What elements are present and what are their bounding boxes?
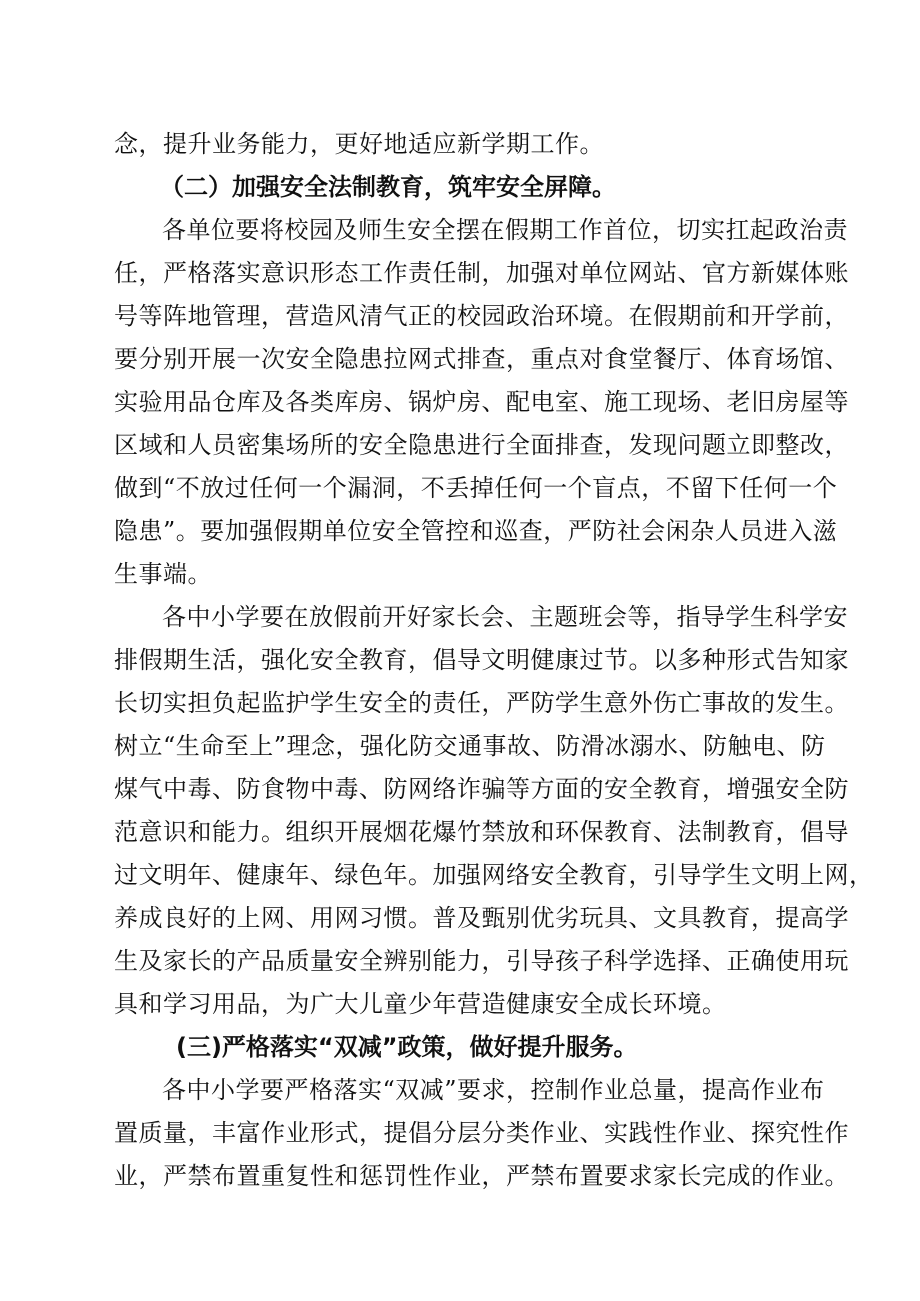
paragraph-2-line-2: 排假期生活，强化安全教育，倡导文明健康过节。以多种形式告知家 bbox=[114, 646, 849, 674]
paragraph-1-line-9: 生事端。 bbox=[114, 560, 212, 588]
paragraph-2-line-3: 长切实担负起监护学生安全的责任，严防学生意外伤亡事故的发生。 bbox=[114, 689, 849, 717]
paragraph-3-line-2: 置质量，丰富作业形式，提倡分层分类作业、实践性作业、探究性作 bbox=[114, 1119, 849, 1147]
paragraph-1-line-3: 号等阵地管理，营造风清气正的校园政治环境。在假期前和开学前， bbox=[114, 302, 849, 330]
paragraph-2-line-8: 养成良好的上网、用网习惯。普及甄别优劣玩具、文具教育，提高学 bbox=[114, 904, 849, 932]
paragraph-1-line-5: 实验用品仓库及各类库房、锅炉房、配电室、施工现场、老旧房屋等 bbox=[114, 388, 849, 416]
section-heading-3: (三)严格落实“双减”政策，做好提升服务。 bbox=[176, 1033, 638, 1061]
paragraph-2-line-10: 具和学习用品，为广大儿童少年营造健康安全成长环境。 bbox=[114, 990, 727, 1018]
paragraph-1-line-2: 任，严格落实意识形态工作责任制，加强对单位网站、官方新媒体账 bbox=[114, 259, 849, 287]
paragraph-2-line-1: 各中小学要在放假前开好家长会、主题班会等，指导学生科学安 bbox=[162, 603, 848, 631]
paragraph-2-line-6: 范意识和能力。组织开展烟花爆竹禁放和环保教育、法制教育，倡导 bbox=[114, 818, 849, 846]
paragraph-1-line-1: 各单位要将校园及师生安全摆在假期工作首位，切实扛起政治责 bbox=[162, 216, 848, 244]
text-line-1: 念，提升业务能力，更好地适应新学期工作。 bbox=[114, 130, 604, 158]
paragraph-3-line-1: 各中小学要严格落实“双减”要求，控制作业总量，提高作业布 bbox=[162, 1076, 825, 1104]
paragraph-1-line-4: 要分别开展一次安全隐患拉网式排查，重点对食堂餐厅、体育场馆、 bbox=[114, 345, 849, 373]
paragraph-1-line-7: 做到“不放过任何一个漏洞，不丢掉任何一个盲点，不留下任何一个 bbox=[114, 474, 838, 502]
paragraph-2-line-9: 生及家长的产品质量安全辨别能力，引导孩子科学选择、正确使用玩 bbox=[114, 947, 849, 975]
paragraph-2-line-4: 树立“生命至上”理念，强化防交通事故、防滑冰溺水、防触电、防 bbox=[114, 732, 826, 760]
paragraph-2-line-5: 煤气中毒、防食物中毒、防网络诈骗等方面的安全教育，增强安全防 bbox=[114, 775, 849, 803]
paragraph-1-line-8: 隐患”。要加强假期单位安全管控和巡查，严防社会闲杂人员进入滋 bbox=[114, 517, 838, 545]
section-heading-2: （二）加强安全法制教育，筑牢安全屏障。 bbox=[160, 173, 616, 201]
paragraph-1-line-6: 区域和人员密集场所的安全隐患进行全面排查，发现问题立即整改， bbox=[114, 431, 849, 459]
paragraph-2-line-7: 过文明年、健康年、绿色年。加强网络安全教育，引导学生文明上网， bbox=[114, 861, 874, 889]
paragraph-3-line-3: 业，严禁布置重复性和惩罚性作业，严禁布置要求家长完成的作业。 bbox=[114, 1162, 849, 1190]
